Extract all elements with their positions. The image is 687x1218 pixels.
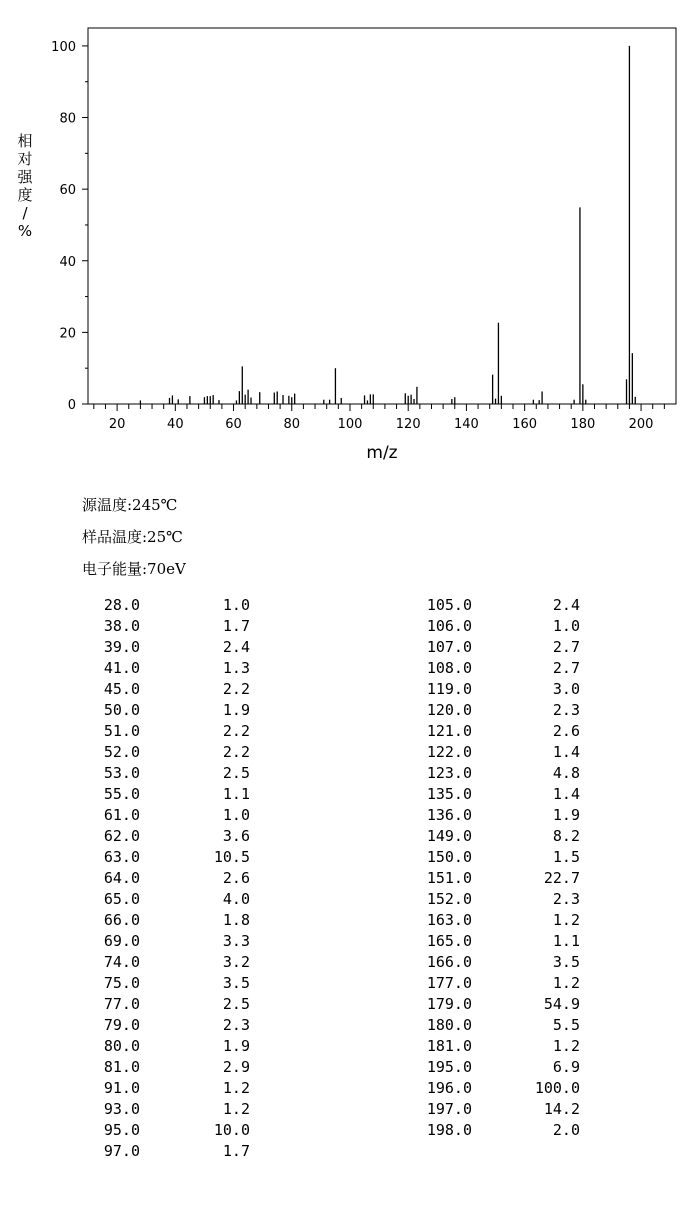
peak-intensity: 1.0 (552, 617, 580, 635)
y-tick-label: 0 (67, 398, 76, 413)
peak-intensity: 4.0 (222, 890, 250, 908)
peak-mz: 108.0 (426, 659, 472, 677)
peak-mz: 69.0 (103, 932, 140, 950)
peak-mz: 55.0 (103, 785, 140, 803)
peak-intensity: 1.8 (222, 911, 250, 929)
peak-mz: 195.0 (426, 1058, 472, 1076)
peak-row (80, 994, 250, 1015)
peak-row (80, 1057, 250, 1078)
peak-row (400, 742, 580, 763)
x-tick-label: 80 (283, 417, 301, 432)
peak-row (400, 679, 580, 700)
peak-row (400, 826, 580, 847)
peak-mz: 74.0 (103, 953, 140, 971)
peak-mz: 198.0 (426, 1121, 472, 1139)
peak-intensity: 10.0 (213, 1121, 250, 1139)
y-axis-label-char: % (17, 222, 33, 240)
peak-intensity: 1.2 (552, 1037, 580, 1055)
peak-intensity: 100.0 (534, 1079, 580, 1097)
peak-intensity: 1.0 (222, 806, 250, 824)
y-tick-label: 100 (51, 39, 76, 55)
x-axis (94, 404, 665, 432)
peak-intensity: 2.7 (552, 659, 580, 677)
peak-mz: 165.0 (426, 932, 472, 950)
peak-intensity: 54.9 (543, 995, 580, 1013)
peak-intensity: 2.7 (552, 638, 580, 656)
plot-frame (88, 28, 676, 404)
peak-mz: 66.0 (103, 911, 140, 929)
peak-mz: 119.0 (426, 680, 472, 698)
peak-row (400, 868, 580, 889)
peak-mz: 63.0 (103, 848, 140, 866)
peak-intensity: 2.9 (222, 1058, 250, 1076)
peak-row (80, 952, 250, 973)
peak-row (80, 763, 250, 784)
peak-table-right (400, 595, 580, 1141)
peak-mz: 197.0 (426, 1100, 472, 1118)
peak-row (80, 721, 250, 742)
peak-mz: 61.0 (103, 806, 140, 824)
peak-mz: 91.0 (103, 1079, 140, 1097)
peak-row (80, 1078, 250, 1099)
y-tick-label: 60 (59, 183, 76, 199)
y-axis-label (17, 132, 33, 240)
peak-mz: 77.0 (103, 995, 140, 1013)
peak-row (80, 868, 250, 889)
peak-row (80, 1141, 250, 1162)
y-axis-label-char: 对 (17, 150, 33, 168)
x-tick-label: 100 (337, 417, 363, 432)
peak-mz: 51.0 (103, 722, 140, 740)
peak-intensity: 3.0 (552, 680, 580, 698)
source-temperature: 源温度:245℃ (82, 496, 178, 514)
peak-mz: 65.0 (103, 890, 140, 908)
peak-mz: 152.0 (426, 890, 472, 908)
peak-intensity: 2.0 (552, 1121, 580, 1139)
peak-row (400, 658, 580, 679)
peak-bars (140, 46, 635, 404)
y-axis-label-char: 强 (17, 168, 33, 186)
peak-intensity: 1.2 (222, 1100, 250, 1118)
peak-mz: 75.0 (103, 974, 140, 992)
peak-mz: 106.0 (426, 617, 472, 635)
peak-row (400, 994, 580, 1015)
peak-mz: 122.0 (426, 743, 472, 761)
peak-intensity: 3.3 (222, 932, 250, 950)
peak-row (80, 784, 250, 805)
peak-row (80, 616, 250, 637)
peak-intensity: 5.5 (552, 1016, 580, 1034)
peak-row (400, 1120, 580, 1141)
peak-intensity: 1.2 (552, 911, 580, 929)
peak-intensity: 4.8 (552, 764, 580, 782)
peak-intensity: 1.9 (552, 806, 580, 824)
peak-mz: 179.0 (426, 995, 472, 1013)
peak-mz: 62.0 (103, 827, 140, 845)
x-tick-label: 200 (628, 417, 654, 432)
peak-row (400, 616, 580, 637)
peak-mz: 177.0 (426, 974, 472, 992)
peak-mz: 80.0 (103, 1037, 140, 1055)
peak-table-left (80, 595, 250, 1162)
electron-energy: 电子能量:70eV (82, 560, 186, 578)
peak-intensity: 1.5 (552, 848, 580, 866)
peak-intensity: 3.5 (222, 974, 250, 992)
peak-mz: 95.0 (103, 1121, 140, 1139)
peak-mz: 166.0 (426, 953, 472, 971)
peak-row (80, 679, 250, 700)
peak-row (400, 1015, 580, 1036)
peak-intensity: 3.5 (552, 953, 580, 971)
peak-row (400, 910, 580, 931)
peak-row (400, 847, 580, 868)
y-tick-label: 80 (59, 111, 76, 127)
peak-row (400, 763, 580, 784)
peak-mz: 181.0 (426, 1037, 472, 1055)
peak-mz: 121.0 (426, 722, 472, 740)
peak-row (400, 721, 580, 742)
peak-mz: 150.0 (426, 848, 472, 866)
peak-row (400, 595, 580, 616)
peak-mz: 135.0 (426, 785, 472, 803)
y-tick-label: 20 (59, 326, 76, 342)
peak-row (80, 931, 250, 952)
peak-row (400, 889, 580, 910)
peak-mz: 38.0 (103, 617, 140, 635)
peak-intensity: 1.4 (552, 785, 580, 803)
peak-intensity: 10.5 (213, 848, 250, 866)
peak-intensity: 2.5 (222, 764, 250, 782)
peak-row (400, 1099, 580, 1120)
x-tick-label: 20 (108, 417, 126, 432)
peak-mz: 151.0 (426, 869, 472, 887)
peak-intensity: 2.3 (222, 1016, 250, 1034)
x-tick-label: 160 (512, 417, 538, 432)
peak-mz: 163.0 (426, 911, 472, 929)
peak-intensity: 2.3 (552, 890, 580, 908)
peak-row (80, 847, 250, 868)
peak-intensity: 14.2 (543, 1100, 580, 1118)
peak-row (400, 805, 580, 826)
y-axis-label-char: 度 (17, 186, 33, 204)
peak-intensity: 1.7 (222, 1142, 250, 1160)
peak-mz: 136.0 (426, 806, 472, 824)
peak-row (80, 1036, 250, 1057)
peak-intensity: 2.3 (552, 701, 580, 719)
peak-intensity: 22.7 (543, 869, 580, 887)
peak-mz: 45.0 (103, 680, 140, 698)
peak-row (400, 1036, 580, 1057)
peak-row (400, 784, 580, 805)
peak-mz: 50.0 (103, 701, 140, 719)
peak-mz: 28.0 (103, 596, 140, 614)
peak-mz: 196.0 (426, 1079, 472, 1097)
peak-row (80, 910, 250, 931)
mass-spectrum-chart (0, 0, 687, 470)
peak-mz: 79.0 (103, 1016, 140, 1034)
peak-intensity: 8.2 (552, 827, 580, 845)
x-tick-label: 120 (395, 417, 421, 432)
peak-mz: 180.0 (426, 1016, 472, 1034)
peak-row (80, 826, 250, 847)
sample-temperature: 样品温度:25℃ (82, 528, 183, 546)
peak-mz: 81.0 (103, 1058, 140, 1076)
peak-row (80, 889, 250, 910)
peak-row (400, 637, 580, 658)
peak-mz: 123.0 (426, 764, 472, 782)
peak-mz: 120.0 (426, 701, 472, 719)
y-axis (51, 40, 88, 413)
peak-intensity: 2.6 (552, 722, 580, 740)
x-tick-label: 60 (225, 417, 242, 432)
peak-row (400, 952, 580, 973)
peak-row (400, 700, 580, 721)
peak-intensity: 2.2 (222, 680, 250, 698)
peak-mz: 149.0 (426, 827, 472, 845)
peak-intensity: 2.4 (552, 596, 580, 614)
peak-intensity: 1.3 (222, 659, 250, 677)
peak-row (400, 931, 580, 952)
peak-mz: 93.0 (103, 1100, 140, 1118)
peak-mz: 41.0 (103, 659, 140, 677)
peak-intensity: 6.9 (552, 1058, 580, 1076)
peak-mz: 105.0 (426, 596, 472, 614)
x-tick-label: 40 (167, 417, 184, 432)
x-tick-label: 140 (454, 417, 479, 432)
x-axis-label: m/z (366, 443, 398, 463)
peak-row (400, 973, 580, 994)
peak-row (80, 742, 250, 763)
peak-row (80, 700, 250, 721)
x-tick-label: 180 (570, 417, 596, 432)
peak-row (400, 1057, 580, 1078)
peak-row (80, 805, 250, 826)
peak-mz: 107.0 (426, 638, 472, 656)
peak-mz: 64.0 (103, 869, 140, 887)
peak-intensity: 2.5 (222, 995, 250, 1013)
peak-intensity: 2.4 (222, 638, 250, 656)
peak-row (80, 1015, 250, 1036)
peak-intensity: 1.9 (222, 701, 250, 719)
peak-intensity: 1.7 (222, 617, 250, 635)
peak-intensity: 1.4 (552, 743, 580, 761)
peak-intensity: 2.2 (222, 722, 250, 740)
peak-intensity: 1.2 (222, 1079, 250, 1097)
peak-mz: 52.0 (103, 743, 140, 761)
peak-intensity: 1.0 (222, 596, 250, 614)
peak-row (80, 595, 250, 616)
peak-row (80, 1099, 250, 1120)
peak-intensity: 3.6 (222, 827, 250, 845)
peak-intensity: 1.2 (552, 974, 580, 992)
peak-row (80, 973, 250, 994)
peak-intensity: 2.2 (222, 743, 250, 761)
y-axis-label-char: 相 (17, 132, 33, 150)
y-axis-label-char: / (22, 204, 28, 222)
peak-row (80, 637, 250, 658)
peak-row (80, 1120, 250, 1141)
peak-intensity: 3.2 (222, 953, 250, 971)
peak-intensity: 1.1 (552, 932, 580, 950)
peak-intensity: 1.9 (222, 1037, 250, 1055)
peak-intensity: 1.1 (222, 785, 250, 803)
peak-mz: 53.0 (103, 764, 140, 782)
peak-mz: 39.0 (103, 638, 140, 656)
peak-mz: 97.0 (103, 1142, 140, 1160)
peak-intensity: 2.6 (222, 869, 250, 887)
peak-row (400, 1078, 580, 1099)
peak-row (80, 658, 250, 679)
y-tick-label: 40 (59, 254, 76, 270)
